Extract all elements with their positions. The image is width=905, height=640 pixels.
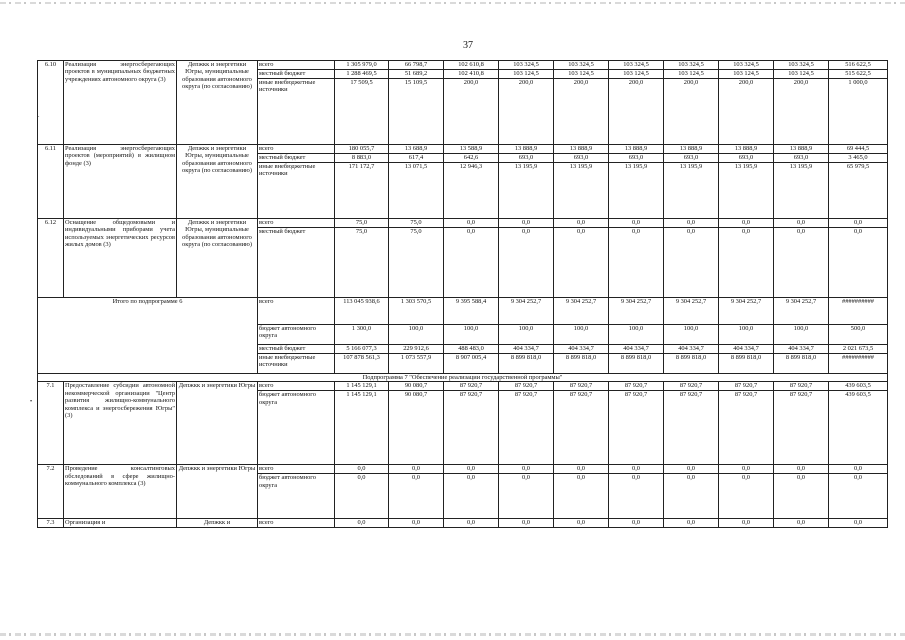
amount-cell: 0,0 [335, 465, 389, 474]
table-row [38, 519, 888, 528]
amount-cell: 13 195,9 [664, 163, 719, 219]
amount-cell: 87 920,7 [719, 382, 774, 391]
amount-cell: 102 410,8 [444, 70, 499, 79]
amount-cell: 0,0 [609, 519, 664, 528]
amount-cell: 0,0 [499, 474, 554, 519]
amount-cell: 404 334,7 [499, 345, 554, 354]
amount-cell: 3 465,0 [829, 154, 888, 163]
amount-cell: 1 000,0 [829, 79, 888, 145]
amount-cell: 693,0 [554, 154, 609, 163]
amount-cell: 13 195,9 [609, 163, 664, 219]
amount-cell: 9 304 252,7 [609, 298, 664, 325]
amount-cell: 0,0 [829, 219, 888, 228]
responsible-executor: Депжкк и энергетики Югры, муниципальные образования автономного округа (по согласованию) [177, 61, 258, 145]
responsible-executor: Депжкк и энергетики Югры [177, 465, 258, 519]
responsible-executor: Депжкк и энергетики Югры, муниципальные образования автономного округа (по согласованию) [177, 219, 258, 298]
amount-cell: 0,0 [554, 228, 609, 298]
funding-source: всего [258, 145, 335, 154]
amount-cell: 0,0 [444, 519, 499, 528]
amount-cell: 100,0 [389, 325, 444, 345]
amount-cell: 516 622,5 [829, 61, 888, 70]
amount-cell: 51 689,2 [389, 70, 444, 79]
amount-cell: 87 920,7 [719, 391, 774, 465]
funding-source: всего [258, 219, 335, 228]
amount-cell: 180 055,7 [335, 145, 389, 154]
amount-cell: 0,0 [719, 228, 774, 298]
amount-cell: 0,0 [499, 465, 554, 474]
amount-cell: 0,0 [609, 228, 664, 298]
amount-cell: 8 899 818,0 [499, 354, 554, 374]
funding-source: иные внебюджетные источники [258, 163, 335, 219]
amount-cell: 90 080,7 [389, 382, 444, 391]
amount-cell: 0,0 [774, 474, 829, 519]
amount-cell: 8 899 818,0 [554, 354, 609, 374]
amount-cell: 13 888,9 [664, 145, 719, 154]
funding-source: местный бюджет [258, 345, 335, 354]
amount-cell: 229 912,6 [389, 345, 444, 354]
amount-cell: 15 109,5 [389, 79, 444, 145]
amount-cell: 13 888,9 [774, 145, 829, 154]
amount-cell: 13 888,9 [499, 145, 554, 154]
measure-name: Реализация энергосберегающих проектов в муниципальных бюджетных учреждениях автономного округа (3) [64, 61, 177, 145]
amount-cell: 1 073 557,9 [389, 354, 444, 374]
amount-cell: 0,0 [664, 228, 719, 298]
amount-cell: 0,0 [554, 519, 609, 528]
amount-cell: 9 304 252,7 [664, 298, 719, 325]
scan-edge-top [0, 2, 905, 4]
amount-cell: 0,0 [444, 228, 499, 298]
amount-cell: 0,0 [664, 474, 719, 519]
subprogram-title: Подпрограмма 7 "Обеспечение реализации государственной программы" [38, 374, 888, 382]
amount-cell: 75,0 [335, 219, 389, 228]
funding-source: всего [258, 61, 335, 70]
amount-cell: 0,0 [444, 219, 499, 228]
amount-cell: 0,0 [389, 519, 444, 528]
amount-cell: 439 603,5 [829, 382, 888, 391]
amount-cell: 9 304 252,7 [719, 298, 774, 325]
amount-cell: 0,0 [774, 219, 829, 228]
funding-source: всего [258, 382, 335, 391]
amount-cell: 200,0 [554, 79, 609, 145]
table-row [38, 219, 888, 228]
row-number: 7.1 [38, 382, 64, 465]
amount-cell: 13 888,9 [554, 145, 609, 154]
amount-cell: 5 166 077,3 [335, 345, 389, 354]
amount-cell: 0,0 [554, 474, 609, 519]
amount-cell: 0,0 [719, 519, 774, 528]
funding-source: бюджет автономного округа [258, 325, 335, 345]
amount-cell: 1 305 979,0 [335, 61, 389, 70]
amount-cell: 0,0 [499, 219, 554, 228]
amount-cell: 65 979,5 [829, 163, 888, 219]
amount-cell: 0,0 [829, 465, 888, 474]
amount-cell: 0,0 [335, 519, 389, 528]
amount-cell: 0,0 [829, 519, 888, 528]
measure-name: Оснащение общедомовыми и индивидуальными приборами учета используемых энергетических ресурсов жилых домов (3) [64, 219, 177, 298]
amount-cell: 0,0 [664, 219, 719, 228]
amount-cell: 693,0 [609, 154, 664, 163]
budget-table [37, 60, 888, 528]
amount-cell: 103 124,5 [499, 70, 554, 79]
amount-cell: 500,0 [829, 325, 888, 345]
amount-cell: 13 688,9 [389, 145, 444, 154]
amount-cell: 100,0 [774, 325, 829, 345]
amount-cell: 200,0 [664, 79, 719, 145]
amount-cell: 113 045 938,6 [335, 298, 389, 325]
amount-cell: 100,0 [499, 325, 554, 345]
amount-cell: 13 588,9 [444, 145, 499, 154]
amount-cell: 0,0 [609, 219, 664, 228]
amount-cell: 0,0 [609, 465, 664, 474]
amount-cell: 8 899 818,0 [719, 354, 774, 374]
amount-cell: 87 920,7 [444, 391, 499, 465]
amount-cell: 0,0 [609, 474, 664, 519]
amount-cell: 200,0 [774, 79, 829, 145]
table-row [38, 382, 888, 391]
amount-cell: 0,0 [554, 219, 609, 228]
funding-source: иные внебюджетные источники [258, 79, 335, 145]
amount-cell: 0,0 [554, 465, 609, 474]
amount-cell: 0,0 [719, 465, 774, 474]
amount-cell: 12 946,3 [444, 163, 499, 219]
amount-cell: 100,0 [719, 325, 774, 345]
amount-cell: 0,0 [829, 228, 888, 298]
amount-cell: 13 195,9 [719, 163, 774, 219]
amount-cell: 404 334,7 [774, 345, 829, 354]
amount-cell: 1 145 129,1 [335, 382, 389, 391]
amount-cell: 90 080,7 [389, 391, 444, 465]
responsible-executor: Депжкк и энергетики Югры [177, 382, 258, 465]
amount-cell: 103 124,5 [719, 70, 774, 79]
amount-cell: 8 899 818,0 [664, 354, 719, 374]
amount-cell: 404 334,7 [554, 345, 609, 354]
amount-cell: 515 622,5 [829, 70, 888, 79]
amount-cell: 1 300,0 [335, 325, 389, 345]
amount-cell: ########## [829, 354, 888, 374]
measure-name: Организация и [64, 519, 177, 528]
amount-cell: 100,0 [664, 325, 719, 345]
funding-source: местный бюджет [258, 154, 335, 163]
measure-name: Предоставление субсидии автономной некоммерческой организации "Центр развития жилищно-коммунального комплекса и энергосбережения Югры" (3) [64, 382, 177, 465]
amount-cell: 100,0 [444, 325, 499, 345]
amount-cell: 1 288 469,5 [335, 70, 389, 79]
amount-cell: 8 899 818,0 [609, 354, 664, 374]
funding-source: местный бюджет [258, 70, 335, 79]
amount-cell: 0,0 [499, 228, 554, 298]
amount-cell: 66 798,7 [389, 61, 444, 70]
responsible-executor: Депжкк и [177, 519, 258, 528]
amount-cell: 0,0 [829, 474, 888, 519]
subprogram-header-row [38, 374, 888, 382]
amount-cell: 87 920,7 [554, 391, 609, 465]
amount-cell: 404 334,7 [664, 345, 719, 354]
amount-cell: 87 920,7 [609, 391, 664, 465]
amount-cell: 87 920,7 [444, 382, 499, 391]
amount-cell: 103 124,5 [609, 70, 664, 79]
amount-cell: 103 324,5 [609, 61, 664, 70]
amount-cell: 9 304 252,7 [554, 298, 609, 325]
amount-cell: 9 304 252,7 [774, 298, 829, 325]
funding-source: всего [258, 519, 335, 528]
amount-cell: 0,0 [774, 228, 829, 298]
amount-cell: 0,0 [774, 519, 829, 528]
amount-cell: 103 324,5 [499, 61, 554, 70]
measure-name: Реализация энергосберегающих проектов (мероприятий) в жилищном фонде (3) [64, 145, 177, 219]
amount-cell: 0,0 [335, 474, 389, 519]
row-number: 7.2 [38, 465, 64, 519]
funding-source: всего [258, 465, 335, 474]
scan-edge-bottom [0, 633, 905, 636]
amount-cell: 0,0 [664, 465, 719, 474]
margin-mark: . [38, 113, 40, 119]
amount-cell: 0,0 [389, 474, 444, 519]
amount-cell: 0,0 [774, 465, 829, 474]
amount-cell: 8 907 005,4 [444, 354, 499, 374]
amount-cell: 404 334,7 [719, 345, 774, 354]
amount-cell: 13 195,9 [774, 163, 829, 219]
amount-cell: ########## [829, 298, 888, 325]
amount-cell: 102 610,8 [444, 61, 499, 70]
row-number: 7.3 [38, 519, 64, 528]
amount-cell: 87 920,7 [499, 391, 554, 465]
amount-cell: 103 124,5 [554, 70, 609, 79]
funding-source: местный бюджет [258, 228, 335, 298]
amount-cell: 13 071,5 [389, 163, 444, 219]
amount-cell: 13 195,9 [499, 163, 554, 219]
amount-cell: 200,0 [499, 79, 554, 145]
amount-cell: 0,0 [444, 474, 499, 519]
funding-source: всего [258, 298, 335, 325]
margin-mark: • [30, 399, 33, 405]
amount-cell: 100,0 [609, 325, 664, 345]
row-number: 6.12 [38, 219, 64, 298]
amount-cell: 87 920,7 [554, 382, 609, 391]
funding-source: бюджет автономного округа [258, 391, 335, 465]
amount-cell: 617,4 [389, 154, 444, 163]
responsible-executor: Депжкк и энергетики Югры, муниципальные образования автономного округа (по согласованию) [177, 145, 258, 219]
amount-cell: 488 483,0 [444, 345, 499, 354]
total-row [38, 298, 888, 325]
amount-cell: 75,0 [335, 228, 389, 298]
amount-cell: 103 124,5 [774, 70, 829, 79]
amount-cell: 9 304 252,7 [499, 298, 554, 325]
amount-cell: 87 920,7 [664, 391, 719, 465]
amount-cell: 1 303 570,5 [389, 298, 444, 325]
amount-cell: 87 920,7 [499, 382, 554, 391]
amount-cell: 8 899 818,0 [774, 354, 829, 374]
page-number: 37 [463, 40, 473, 51]
amount-cell: 693,0 [719, 154, 774, 163]
amount-cell: 103 324,5 [774, 61, 829, 70]
amount-cell: 100,0 [554, 325, 609, 345]
amount-cell: 200,0 [609, 79, 664, 145]
table-row [38, 61, 888, 70]
amount-cell: 75,0 [389, 228, 444, 298]
row-number: 6.10 [38, 61, 64, 145]
row-number: 6.11 [38, 145, 64, 219]
amount-cell: 642,6 [444, 154, 499, 163]
amount-cell: 13 888,9 [719, 145, 774, 154]
amount-cell: 17 509,5 [335, 79, 389, 145]
amount-cell: 103 124,5 [664, 70, 719, 79]
amount-cell: 2 021 673,5 [829, 345, 888, 354]
amount-cell: 87 920,7 [609, 382, 664, 391]
amount-cell: 87 920,7 [664, 382, 719, 391]
amount-cell: 0,0 [664, 519, 719, 528]
funding-source: бюджет автономного округа [258, 474, 335, 519]
amount-cell: 103 324,5 [719, 61, 774, 70]
amount-cell: 8 883,0 [335, 154, 389, 163]
measure-name: Проведение консалтинговых обследований в сфере жилищно-коммунального комплекса (3) [64, 465, 177, 519]
amount-cell: 75,0 [389, 219, 444, 228]
amount-cell: 107 878 561,3 [335, 354, 389, 374]
amount-cell: 404 334,7 [609, 345, 664, 354]
total-label: Итого по подпрограмме 6 [38, 298, 258, 374]
amount-cell: 200,0 [719, 79, 774, 145]
table-row [38, 465, 888, 474]
amount-cell: 0,0 [389, 465, 444, 474]
amount-cell: 200,0 [444, 79, 499, 145]
amount-cell: 87 920,7 [774, 391, 829, 465]
amount-cell: 69 444,5 [829, 145, 888, 154]
amount-cell: 13 195,9 [554, 163, 609, 219]
amount-cell: 693,0 [664, 154, 719, 163]
amount-cell: 171 172,7 [335, 163, 389, 219]
amount-cell: 103 324,5 [554, 61, 609, 70]
amount-cell: 439 603,5 [829, 391, 888, 465]
table-row [38, 145, 888, 154]
amount-cell: 103 324,5 [664, 61, 719, 70]
amount-cell: 0,0 [499, 519, 554, 528]
amount-cell: 9 395 588,4 [444, 298, 499, 325]
amount-cell: 13 888,9 [609, 145, 664, 154]
amount-cell: 0,0 [444, 465, 499, 474]
amount-cell: 0,0 [719, 219, 774, 228]
amount-cell: 1 145 129,1 [335, 391, 389, 465]
amount-cell: 87 920,7 [774, 382, 829, 391]
amount-cell: 693,0 [774, 154, 829, 163]
amount-cell: 693,0 [499, 154, 554, 163]
amount-cell: 0,0 [719, 474, 774, 519]
funding-source: иные внебюджетные источники [258, 354, 335, 374]
